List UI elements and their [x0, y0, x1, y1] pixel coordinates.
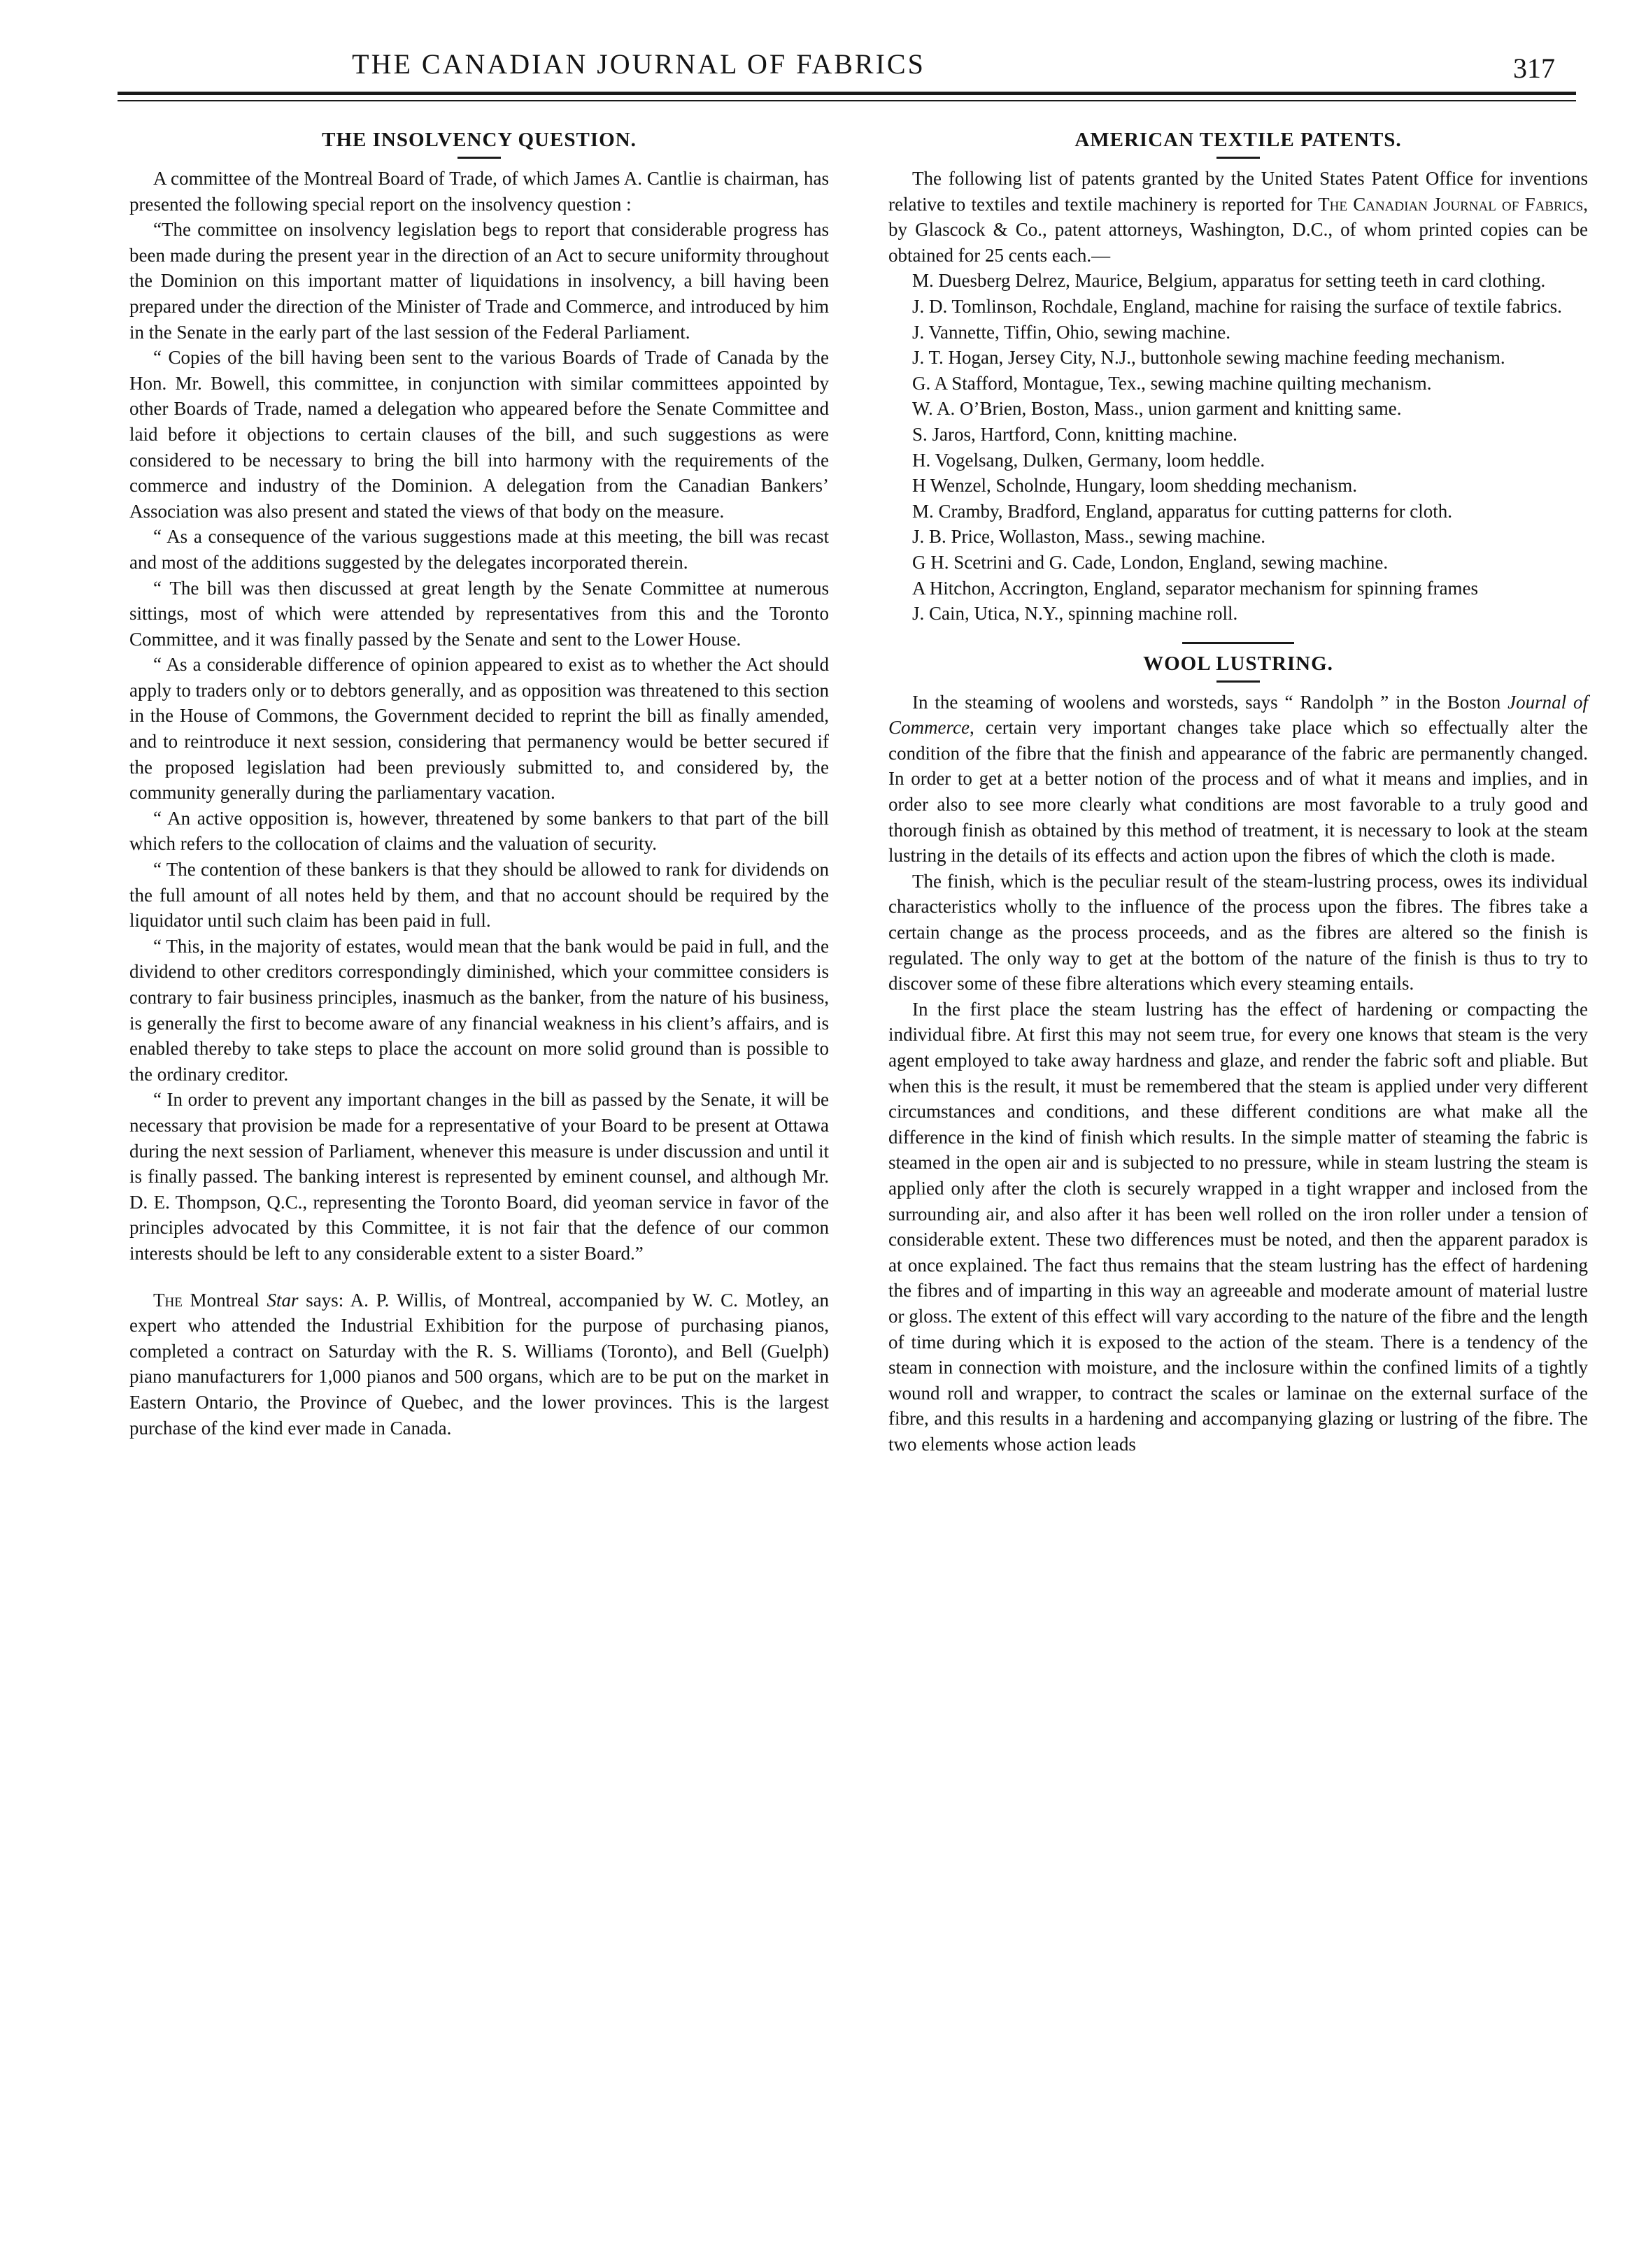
- left-column: [129, 126, 829, 1441]
- wool-title: WOOL LUSTRING.: [1143, 652, 1333, 675]
- page-number: 317: [1513, 52, 1555, 84]
- star-note-lead: The: [153, 1289, 183, 1311]
- header-rule-thick: [118, 92, 1576, 95]
- running-title: THE CANADIAN JOURNAL OF FABRICS: [352, 48, 925, 80]
- right-column: [888, 126, 1588, 1457]
- patent-item: G H. Scetrini and G. Cade, London, England, sewing machine.: [912, 551, 1389, 573]
- patents-title: AMERICAN TEXTILE PATENTS.: [1074, 129, 1402, 151]
- patents-intro: [888, 166, 1588, 268]
- wool-p1-after: , certain very important changes take place which so effectually alter the condition of the fibre that the finish and appearance of the fabric are permanently changed. In order to get at a better notion of the process and of what it means and implies, and in order also to see more clearly what conditions are most favorable to a truly good and thorough finish as obtained by this method of treatment, it is necessary to look at the steam lustring in the details of its effects and action upon the fibres of which the cloth is made.: [888, 717, 1588, 866]
- insolvency-title: THE INSOLVENCY QUESTION.: [322, 129, 637, 151]
- patent-item: W. A. O’Brien, Boston, Mass., union garment and knitting same.: [912, 398, 1402, 420]
- insolvency-paragraph: A committee of the Montreal Board of Trade, of which James A. Cantlie is chairman, has presented the following special report on the insolvency question :: [129, 168, 829, 215]
- star-note-publication: Montreal: [190, 1289, 260, 1311]
- patent-item: J. T. Hogan, Jersey City, N.J., buttonhole sewing machine feeding mechanism.: [912, 347, 1505, 369]
- patent-list: [888, 268, 1588, 626]
- wool-p1-journal: Journal of Commerce: [888, 691, 1588, 739]
- patent-item: G. A Stafford, Montague, Tex., sewing machine quilting mechanism.: [912, 372, 1432, 394]
- insolvency-paragraph: “ The bill was then discussed at great length by the Senate Committee at numerous sittings, most of which were attended by representatives from this and the Toronto Committee, and it was finally passed by the Senate and sent to the Lower House.: [129, 577, 829, 650]
- journal-name: The Canadian Journal of Fabrics: [1318, 193, 1584, 215]
- insolvency-paragraph: “ Copies of the bill having been sent to the various Boards of Trade of Canada by the Hon. Mr. Bowell, this committee, in conjunction with similar committees appointed by other Boards of Trade, named a delegation who appeared before the Senate Committee and laid before it objections to certain clauses of the bill, and such suggestions as were considered to be necessary to bring the bill into harmony with the requirements of the commerce and industry of the Dominion. A delegation from the Canadian Bankers’ Association was also present and stated the views of that body on the measure.: [129, 347, 829, 522]
- star-note-text: says: A. P. Willis, of Montreal, accompanied by W. C. Motley, an expert who attended the Industrial Exhibition for the purpose of purchasing pianos, completed a contract on Saturday with the R. S. Williams (Toronto), and Bell (Guelph) piano manufacturers for 1,000 pianos and 500 organs, which are to be put on the market in Eastern Ontario, the Province of Quebec, and the lower provinces. This is the largest purchase of the kind ever made in Canada.: [129, 1289, 829, 1439]
- insolvency-paragraph: “ The contention of these bankers is that they should be allowed to rank for dividends on the full amount of all notes held by them, and that no account should be required by the liquidator until such claim has been paid in full.: [129, 859, 829, 932]
- patent-item: M. Cramby, Bradford, England, apparatus for cutting patterns for cloth.: [912, 500, 1453, 522]
- insolvency-paragraph: “ As a considerable difference of opinion appeared to exist as to whether the Act should apply to traders only or to debtors generally, and as opposition was threatened to this section in the House of Commons, the Government decided to reprint the bill as finally amended, and to reintroduce it next session, considering that permanency would be better secured if the proposed legislation had been previously submitted to, and considered by, the community generally during the parliamentary vacation.: [129, 654, 829, 804]
- insolvency-paragraph: “ In order to prevent any important changes in the bill as passed by the Senate, it will be necessary that provision be made for a representative of your Board to be present at Ottawa during the next session of Parliament, whenever this measure is under discussion and until it is finally passed. The banking interest is represented by eminent counsel, and although Mr. D. E. Thompson, Q.C., representing the Toronto Board, did yeoman service in favor of the principles advocated by this Committee, it is not fair that the defence of our common interests should be left to any considerable extent to a sister Board.”: [129, 1089, 829, 1264]
- patents-intro-text-after: , by Glascock & Co., patent attorneys, Washington, D.C., of whom printed copies can be obtained for 25 cents each.—: [888, 193, 1589, 266]
- insolvency-paragraph: “The committee on insolvency legislation begs to report that considerable progress has been made during the present year in the direction of an Act to secure uniformity throughout the Dominion on this important matter of liquidations in insolvency, a bill having been prepared under the direction of the Minister of Trade and Commerce, and introduced by him in the Senate in the early part of the last session of the Federal Parliament.: [129, 219, 829, 343]
- page-header: [118, 42, 1576, 105]
- star-note-publication-italic: Star: [267, 1289, 299, 1311]
- wool-paragraph: In the first place the steam lustring has the effect of hardening or compacting the individual fibre. At first this may not seem true, for every one knows that steam is the very agent employed to take away hardness and glaze, and render the fabric soft and pliable. But when this is the result, it must be remembered that the steam is applied under very different circumstances and conditions, and these different conditions are what make all the difference in the kind of finish which results. In the simple matter of steaming the fabric is steamed in the open air and is subjected to no pressure, while in steam lustring the steam is applied only after the cloth is securely wrapped in a tight wrapper and inclosed from the surrounding air, and also after it has been well rolled on the iron roller under a tension of considerable extent. These two differences must be noted, and then the apparent paradox is at once explained. The fact thus remains that the steam lustring has the effect of hardening the fibres and of imparting in this way an agreeable and moderate amount of material lustre or gloss. The extent of this effect will vary according to the nature of the fibre and the length of time during which it is exposed to the action of the steam. There is a tendency of the steam in connection with moisture, and the inclosure within the confined limits of a tightly wound roll and wrapper, to contract the scales or laminae on the external surface of the fibre, and this results in a hardening and accompanying glazing or lustring of the fibre. The two elements whose action leads: [888, 998, 1588, 1455]
- star-note-paragraph: [129, 1288, 829, 1441]
- title-rule: [1216, 680, 1260, 683]
- patents-intro-text: The following list of patents granted by the United States Patent Office for inventions relative to textiles and textile machinery is reported for: [888, 168, 1588, 215]
- header-rule-thin: [118, 100, 1576, 101]
- wool-paragraph: The finish, which is the peculiar result of the steam-lustring process, owes its individual characteristics wholly to the influence of the process upon the fibres. The fibres take a certain change as the process proceeds, and as the fibres are altered so the finish is regulated. The only way to get at the bottom of the nature of the finish is thus to try to discover some of these fibre alterations which every steaming entails.: [888, 870, 1588, 994]
- patent-item: J. D. Tomlinson, Rochdale, England, machine for raising the surface of textile fabrics.: [912, 295, 1562, 317]
- insolvency-paragraph: “ This, in the majority of estates, would mean that the bank would be paid in full, and the dividend to other creditors correspondingly diminished, which your committee considers is contrary to fair business principles, inasmuch as the banker, from the nature of his business, is generally the first to become aware of any financial weakness in his client’s affairs, and is enabled thereby to take steps to place the account on more solid ground than is possible to the ordinary creditor.: [129, 935, 829, 1085]
- patent-item: H Wenzel, Scholnde, Hungary, loom shedding mechanism.: [912, 475, 1357, 497]
- patent-item: H. Vogelsang, Dulken, Germany, loom heddle.: [912, 449, 1265, 471]
- patent-item: S. Jaros, Hartford, Conn, knitting machine.: [912, 423, 1237, 445]
- patent-item: J. Vannette, Tiffin, Ohio, sewing machine.: [912, 321, 1230, 343]
- insolvency-paragraph: “ An active opposition is, however, threatened by some bankers to that part of the bill which refers to the collocation of claims and the valuation of security.: [129, 807, 829, 855]
- wool-paragraph: [888, 690, 1588, 869]
- section-gap: [129, 1267, 829, 1288]
- section-rule: [1182, 642, 1294, 644]
- wool-p1-before: In the steaming of woolens and worsteds, says “ Randolph ” in the Boston: [912, 691, 1501, 713]
- title-rule: [457, 157, 501, 159]
- patent-item: J. Cain, Utica, N.Y., spinning machine roll.: [912, 603, 1238, 625]
- patent-item: A Hitchon, Accrington, England, separator mechanism for spinning frames: [912, 577, 1479, 599]
- title-rule: [1216, 157, 1260, 159]
- insolvency-paragraph: “ As a consequence of the various suggestions made at this meeting, the bill was recast and most of the additions suggested by the delegates incorporated therein.: [129, 526, 829, 573]
- patent-item: M. Duesberg Delrez, Maurice, Belgium, apparatus for setting teeth in card clothing.: [912, 270, 1546, 292]
- patent-item: J. B. Price, Wollaston, Mass., sewing machine.: [912, 526, 1266, 548]
